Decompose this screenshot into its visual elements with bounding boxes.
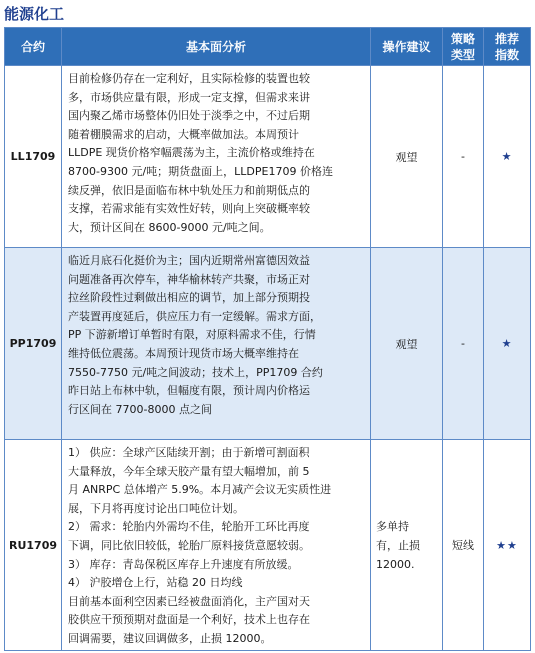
contract-code: LL1709	[5, 66, 62, 247]
strategy-table	[4, 27, 531, 651]
section-title: 能源化工	[4, 5, 65, 23]
rating-stars: ★	[501, 150, 513, 163]
header-advice: 操作建议	[371, 28, 443, 65]
header-analysis: 基本面分析	[62, 28, 371, 65]
rating-stars: ★★	[496, 538, 518, 552]
table-row	[5, 440, 530, 650]
strategy-type: -	[443, 66, 484, 247]
table-row	[5, 66, 530, 248]
contract-code: PP1709	[5, 248, 62, 439]
table-header-row	[5, 28, 530, 66]
advice-text: 观望	[371, 66, 443, 247]
strategy-type: -	[443, 248, 484, 439]
advice-text: 观望	[371, 248, 443, 439]
header-strategy-type: 策略 类型	[443, 28, 484, 65]
analysis-text: 1） 供应：全球产区陆续开割；由于新增可割面积 大量释放，今年全球天胶产量有望大幅增加，前 5 月 ANRPC 总体增产 5.9%。本月减产会议无实质性进 展，下月将再度讨论出口吨位计划。 2） 需求：轮胎内外需均不佳，轮胎开工环比再度 下调，同比依旧较低，轮胎厂原料接货意愿较弱。 3） 库存：青岛保税区库存上升速度有所放缓。 4） 沪胶增仓上行，站稳 20 日均线 目前基本面利空因素已经被盘面消化，主产国对天 胶供应干预预期对盘面是一个利好，技术上也存在 回调需要，建议回调做多，止损 12000。	[62, 440, 371, 650]
table-row	[5, 248, 530, 440]
analysis-text: 临近月底石化挺价为主；国内近期常州富德因效益 问题准备再次停车，神华榆林转产共聚，市场正对 拉丝阶段性过剩做出相应的调节，加上部分预期投 产装置再度延后，供应压力有一定缓解。需求方面， PP 下游新增订单暂时有限，对原料需求不佳，行情 维持低位震荡。本周预计现货市场大概率维持在 7550-7750 元/吨之间波动；技术上，PP1709 合约 昨日站上布林中轨，但幅度有限，预计周内价格运 行区间在 7700-8000 点之间	[62, 248, 371, 439]
contract-code: RU1709	[5, 440, 62, 650]
strategy-type: 短线	[443, 440, 484, 650]
header-contract: 合约	[5, 28, 62, 65]
analysis-text: 目前检修仍存在一定利好，且实际检修的装置也较 多，市场供应量有限，形成一定支撑，但需求来讲 国内聚乙烯市场整体仍旧处于淡季之中，不过后期 随着棚膜需求的启动，大概率做加法。本周预计 LLDPE 现货价格窄幅震荡为主，主流价格或维持在 8700-9300 元/吨；期货盘面上，LLDPE1709 价格连 续反弹，依旧是面临布林中轨处压力和前期低点的 支撑，若需求能有实效性好转，则向上突破概率较 大，预计区间在 8600-9000 元/吨之间。	[62, 66, 371, 247]
rating-stars: ★	[501, 337, 513, 350]
header-rating: 推荐 指数	[494, 31, 519, 62]
advice-text: 多单持 有，止损 12000.	[371, 440, 443, 650]
